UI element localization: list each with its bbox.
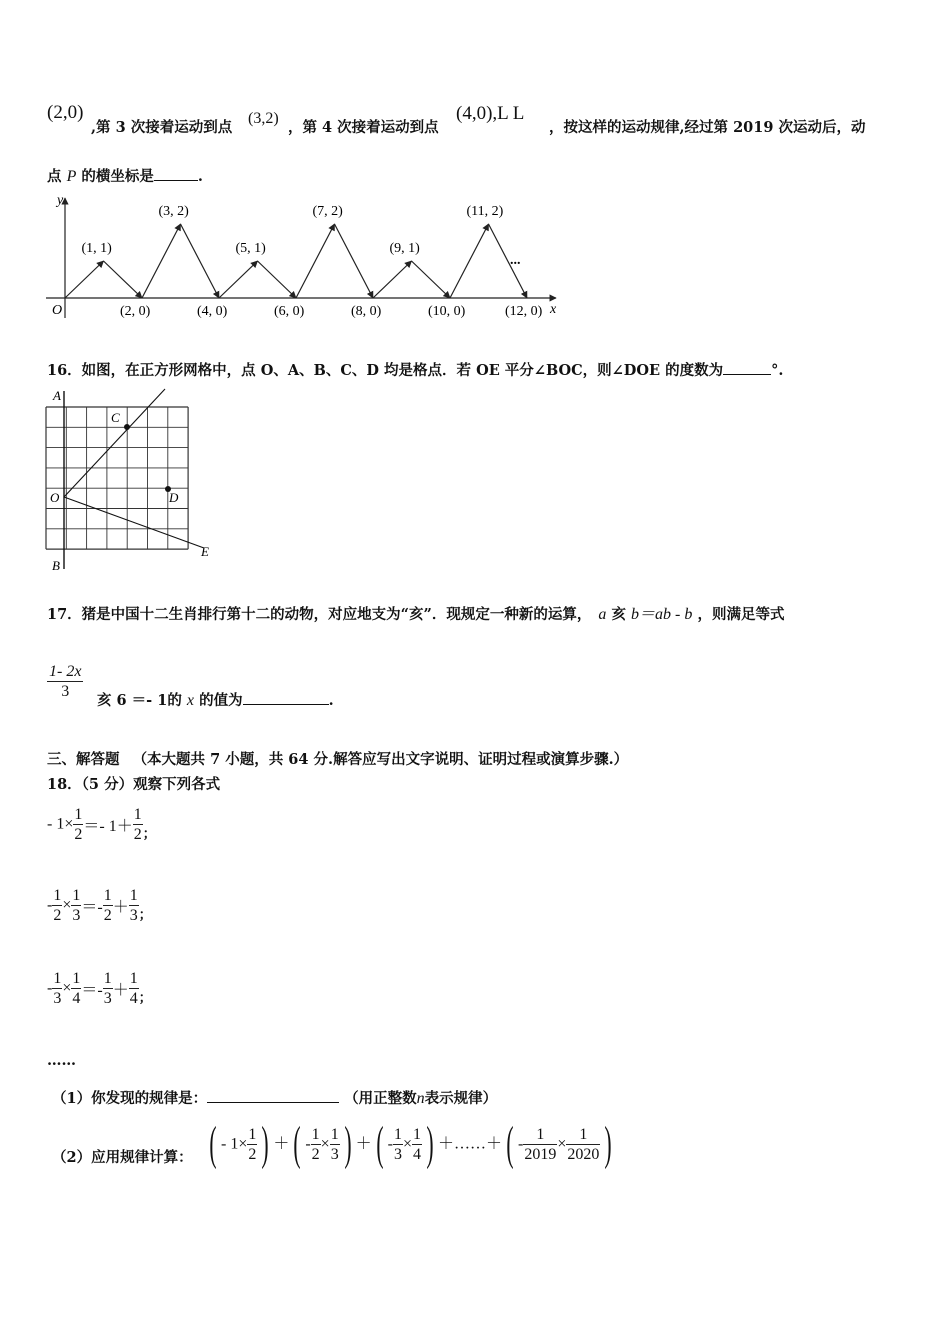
q15-line2-a: 点 <box>47 168 62 185</box>
point-c <box>124 424 130 430</box>
q17-end: . <box>328 692 334 709</box>
q15-text2: ，第 4 次接着运动到点 <box>288 119 439 136</box>
eq3-times: × <box>62 979 72 997</box>
q15-line2-end: . <box>197 168 203 185</box>
grid-figure <box>40 385 230 575</box>
calc-t2-frac2: $\frac{1}{3}$ <box>330 1125 339 1163</box>
zigzag-path <box>65 224 527 298</box>
label-a: A <box>53 388 61 403</box>
q17-text3: 的 <box>167 692 182 709</box>
bottom-label: (12, 0) <box>505 304 543 319</box>
answer-blank-16[interactable] <box>723 374 771 375</box>
q18-dots: …… <box>47 1052 76 1069</box>
calc-plus-2: ＋ <box>355 1135 372 1153</box>
origin-label: O <box>52 303 63 318</box>
part1-label: （1）你发现的规律是： <box>52 1090 208 1107</box>
calc-t1-a: - 1× <box>220 1135 248 1153</box>
eq1-lhs: - 1× <box>47 815 74 833</box>
zigzag-segment <box>335 224 374 298</box>
eq1-frac2: $\frac{1}{2}$ <box>133 806 142 843</box>
q16-end: °. <box>771 362 784 379</box>
q17-line1 <box>47 601 784 624</box>
coord-2-0: (2,0) <box>47 102 84 123</box>
q15-text1: ,第 3 次接着运动到点 <box>91 119 233 136</box>
q18-eq2 <box>47 886 152 925</box>
section3-header <box>47 748 628 769</box>
ray-oe <box>64 497 204 548</box>
answer-blank-18-1[interactable] <box>207 1102 339 1103</box>
calc-t3-minus: - <box>387 1135 393 1153</box>
eq2-frac4: $\frac{1}{3}$ <box>129 887 138 924</box>
zigzag-labels <box>82 204 543 319</box>
q16-text <box>47 359 783 380</box>
eq3-plus: ＋ <box>112 982 129 999</box>
q18-eq1 <box>47 805 156 844</box>
section3-note: （本大题共 7 小题，共 64 分.解答应写出文字说明、证明过程或演算步骤.） <box>132 751 629 768</box>
zigzag-segment <box>258 261 297 298</box>
bottom-label: (4, 0) <box>197 304 228 319</box>
bottom-label: (10, 0) <box>428 304 466 319</box>
zigzag-segment <box>450 224 489 298</box>
q16-question: 16．如图，在正方形网格中，点 O、A、B、C、D 均是格点．若 OE 平分∠BOC，则∠DOE 的度数为 <box>47 362 724 379</box>
peak-label: (9, 1) <box>389 241 420 256</box>
paren-close-1: ) <box>261 1117 269 1171</box>
q17-text1: 17．猪是中国十二生肖排行第十二的动物，对应地支为“亥”．现规定一种新的运算， <box>47 606 592 623</box>
calc-t3-frac1: $\frac{1}{3}$ <box>394 1125 402 1163</box>
zigzag-segment <box>489 224 528 298</box>
eq2-end: ； <box>138 907 152 923</box>
label-c: C <box>111 410 120 425</box>
eq2-mid: ＝- <box>81 899 103 916</box>
label-e: E <box>201 544 209 559</box>
calc-t3-times: × <box>403 1135 413 1153</box>
q15-line1 <box>47 102 83 124</box>
q18-part2-label: （2）应用规律计算： <box>52 1149 193 1166</box>
q17-def-a: a <box>598 606 607 623</box>
label-o: O <box>50 490 60 505</box>
graph-ellipsis: ... <box>510 253 521 268</box>
zigzag-segment <box>65 261 104 298</box>
calc-t2-minus: - <box>305 1135 311 1153</box>
bottom-label: (8, 0) <box>351 304 382 319</box>
q17-line2 <box>97 689 334 710</box>
coord-4-0: (4,0),L L <box>456 103 525 124</box>
zigzag-graph <box>40 190 570 325</box>
zigzag-segment <box>104 261 143 298</box>
part1-hint-c: 表示规律） <box>424 1090 498 1107</box>
q18-eq3 <box>47 969 152 1008</box>
eq3-frac3: $\frac{1}{3}$ <box>103 970 112 1007</box>
paren-close-4: ) <box>604 1117 612 1171</box>
q17-fraction <box>47 662 83 701</box>
q17-def-op: 亥 <box>611 606 626 623</box>
eq3-frac1: $\frac{1}{3}$ <box>53 970 62 1007</box>
zigzag-segment <box>142 224 181 298</box>
paren-open-3: ( <box>376 1117 384 1171</box>
answer-blank-17[interactable] <box>243 704 329 705</box>
paren-close-2: ) <box>344 1117 352 1171</box>
zigzag-segment <box>296 224 335 298</box>
calc-t4-frac2: $\frac{1}{2020}$ <box>567 1125 600 1163</box>
var-n: n <box>416 1090 425 1107</box>
eq2-frac3: $\frac{1}{2}$ <box>103 887 112 924</box>
peak-label: (5, 1) <box>235 241 266 256</box>
q18-part1 <box>52 1087 497 1108</box>
zigzag-segment <box>373 261 412 298</box>
paren-open-1: ( <box>209 1117 217 1171</box>
eq1-mid: ＝- 1＋ <box>83 818 133 835</box>
eq3-frac2: $\frac{1}{4}$ <box>72 970 81 1007</box>
eq3-mid: ＝- <box>81 982 103 999</box>
q17-eq-rest: 亥 6 ＝- 1 <box>97 692 168 709</box>
eq3-end: ； <box>138 990 152 1006</box>
ray-oc <box>64 389 165 497</box>
q15-text3: ，按这样的运动规律,经过第 2019 次运动后，动 <box>549 119 866 136</box>
q18-calc <box>205 1117 616 1171</box>
eq3-frac4: $\frac{1}{4}$ <box>129 970 138 1007</box>
zigzag-segment <box>181 224 220 298</box>
calc-t2-frac1: $\frac{1}{2}$ <box>311 1125 320 1163</box>
paren-close-3: ) <box>426 1117 434 1171</box>
eq2-frac1: $\frac{1}{2}$ <box>53 887 62 924</box>
paren-open-2: ( <box>293 1117 301 1171</box>
calc-t2-times: × <box>320 1135 330 1153</box>
calc-t4-frac1: $\frac{1}{2019}$ <box>524 1125 557 1163</box>
peak-label: (1, 1) <box>81 241 112 256</box>
zigzag-segment <box>412 261 451 298</box>
eq2-times: × <box>62 896 72 914</box>
var-p: P <box>66 168 77 185</box>
answer-blank-15[interactable] <box>154 180 198 181</box>
q15-line2 <box>47 165 203 186</box>
x-axis-label: x <box>550 302 557 317</box>
y-axis-label: y <box>57 193 64 208</box>
q17-text2: ，则满足等式 <box>697 606 785 623</box>
q17-def-rest: b＝ab - b <box>631 606 693 623</box>
paren-open-4: ( <box>506 1117 514 1171</box>
peak-label: (7, 2) <box>312 204 343 219</box>
peak-label: (3, 2) <box>158 204 189 219</box>
q17-var-x: x <box>186 692 195 709</box>
eq1-end: ； <box>142 826 156 842</box>
q15-line2-b: 的横坐标是 <box>81 168 154 185</box>
calc-plus-1: ＋ <box>273 1135 290 1153</box>
calc-t1-frac: $\frac{1}{2}$ <box>248 1125 257 1163</box>
label-d: D <box>169 490 179 505</box>
calc-mid-dots: ＋……＋ <box>438 1135 503 1153</box>
label-b: B <box>52 558 60 573</box>
part1-hint-a: （用正整数 <box>344 1090 417 1107</box>
bottom-label: (6, 0) <box>274 304 305 319</box>
coord-3-2: (3,2) <box>248 110 279 127</box>
eq2-plus: ＋ <box>112 899 129 916</box>
peak-label: (11, 2) <box>466 204 504 219</box>
q17-text4: 的值为 <box>199 692 243 709</box>
calc-t3-frac2: $\frac{1}{4}$ <box>413 1125 422 1163</box>
calc-t4-times: × <box>557 1135 567 1153</box>
q17-frac-num: 1- 2x <box>49 663 82 680</box>
bottom-label: (2, 0) <box>120 304 151 319</box>
zigzag-segment <box>219 261 258 298</box>
q17-frac <box>47 662 83 701</box>
eq2-lhs: - <box>47 896 53 914</box>
eq3-lhs: - <box>47 979 53 997</box>
section3-title: 三、解答题 <box>47 751 120 768</box>
eq2-frac2: $\frac{1}{3}$ <box>72 887 81 924</box>
q18-header: 18．（5 分）观察下列各式 <box>47 776 221 793</box>
calc-t4-minus: - <box>518 1135 524 1153</box>
eq1-frac1: $\frac{1}{2}$ <box>74 806 83 843</box>
q17-frac-den: 3 <box>61 683 70 700</box>
